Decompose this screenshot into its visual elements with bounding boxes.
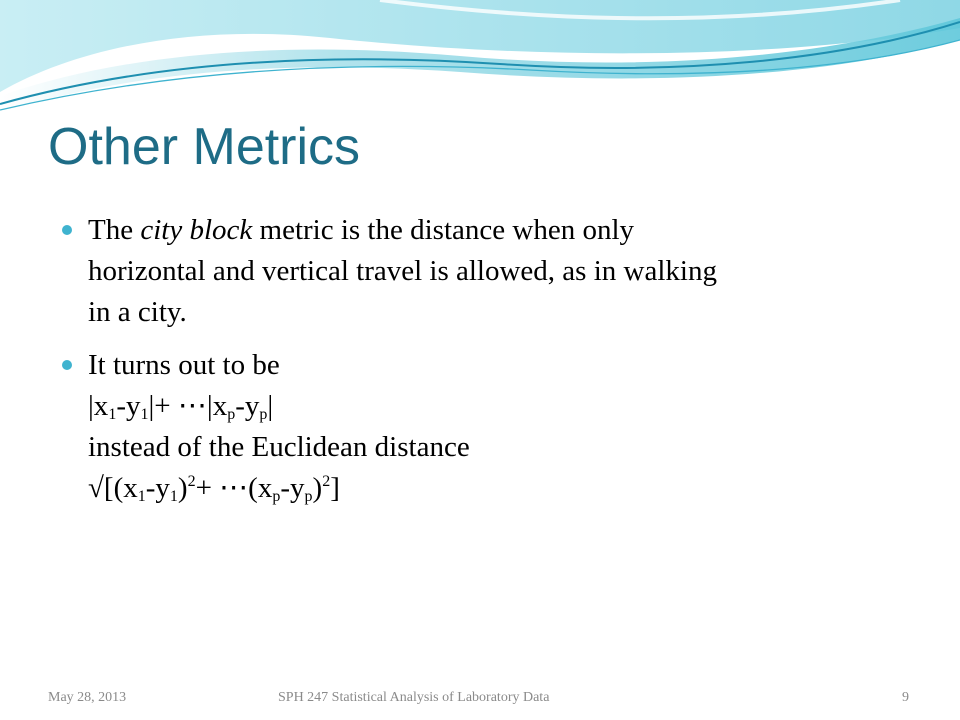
superscript: 2 bbox=[322, 473, 331, 490]
text-run: metric is the distance when only bbox=[252, 214, 634, 246]
formula-text: |x bbox=[88, 390, 109, 422]
bullet-line: It turns out to be bbox=[88, 349, 280, 381]
euclidean-formula bbox=[88, 468, 920, 509]
bullet-line: horizontal and vertical travel is allowed, as in walking bbox=[88, 255, 717, 287]
footer-page-number: 9 bbox=[902, 690, 909, 705]
footer-date: May 28, 2013 bbox=[48, 690, 127, 705]
text-run: The bbox=[88, 214, 141, 246]
subscript: 1 bbox=[137, 488, 146, 505]
subscript: p bbox=[227, 406, 236, 423]
decorative-wave-banner bbox=[0, 0, 960, 120]
formula-text: |+ ⋯|x bbox=[148, 390, 228, 422]
emphasis-city-block: city block bbox=[140, 214, 253, 246]
subscript: 1 bbox=[140, 406, 149, 423]
subscript: 1 bbox=[169, 488, 178, 505]
round-bullet-icon bbox=[62, 360, 72, 370]
formula-text: ] bbox=[330, 472, 340, 504]
subscript: p bbox=[259, 406, 268, 423]
formula-text: -y bbox=[280, 472, 305, 504]
bullet-line: instead of the Euclidean distance bbox=[88, 431, 470, 463]
city-block-formula bbox=[88, 386, 920, 427]
bullet-city-block bbox=[60, 210, 920, 333]
subscript: p bbox=[272, 488, 281, 505]
formula-text: ) bbox=[312, 472, 323, 504]
slide-body bbox=[60, 210, 920, 521]
formula-text: -y bbox=[145, 472, 170, 504]
superscript: 2 bbox=[187, 473, 196, 490]
bullet-line: in a city. bbox=[88, 296, 187, 328]
subscript: p bbox=[304, 488, 313, 505]
bullet-line bbox=[88, 210, 920, 251]
subscript: 1 bbox=[108, 406, 117, 423]
footer-course-title: SPH 247 Statistical Analysis of Laboratory Data bbox=[278, 690, 550, 705]
formula-text: | bbox=[267, 390, 274, 422]
bullet-formula bbox=[60, 345, 920, 509]
formula-text: + ⋯(x bbox=[195, 472, 273, 504]
formula-text: √[(x bbox=[88, 472, 138, 504]
slide-title: Other Metrics bbox=[48, 118, 361, 176]
formula-text: -y bbox=[116, 390, 141, 422]
round-bullet-icon bbox=[62, 225, 72, 235]
formula-text: ) bbox=[177, 472, 188, 504]
formula-text: -y bbox=[235, 390, 260, 422]
